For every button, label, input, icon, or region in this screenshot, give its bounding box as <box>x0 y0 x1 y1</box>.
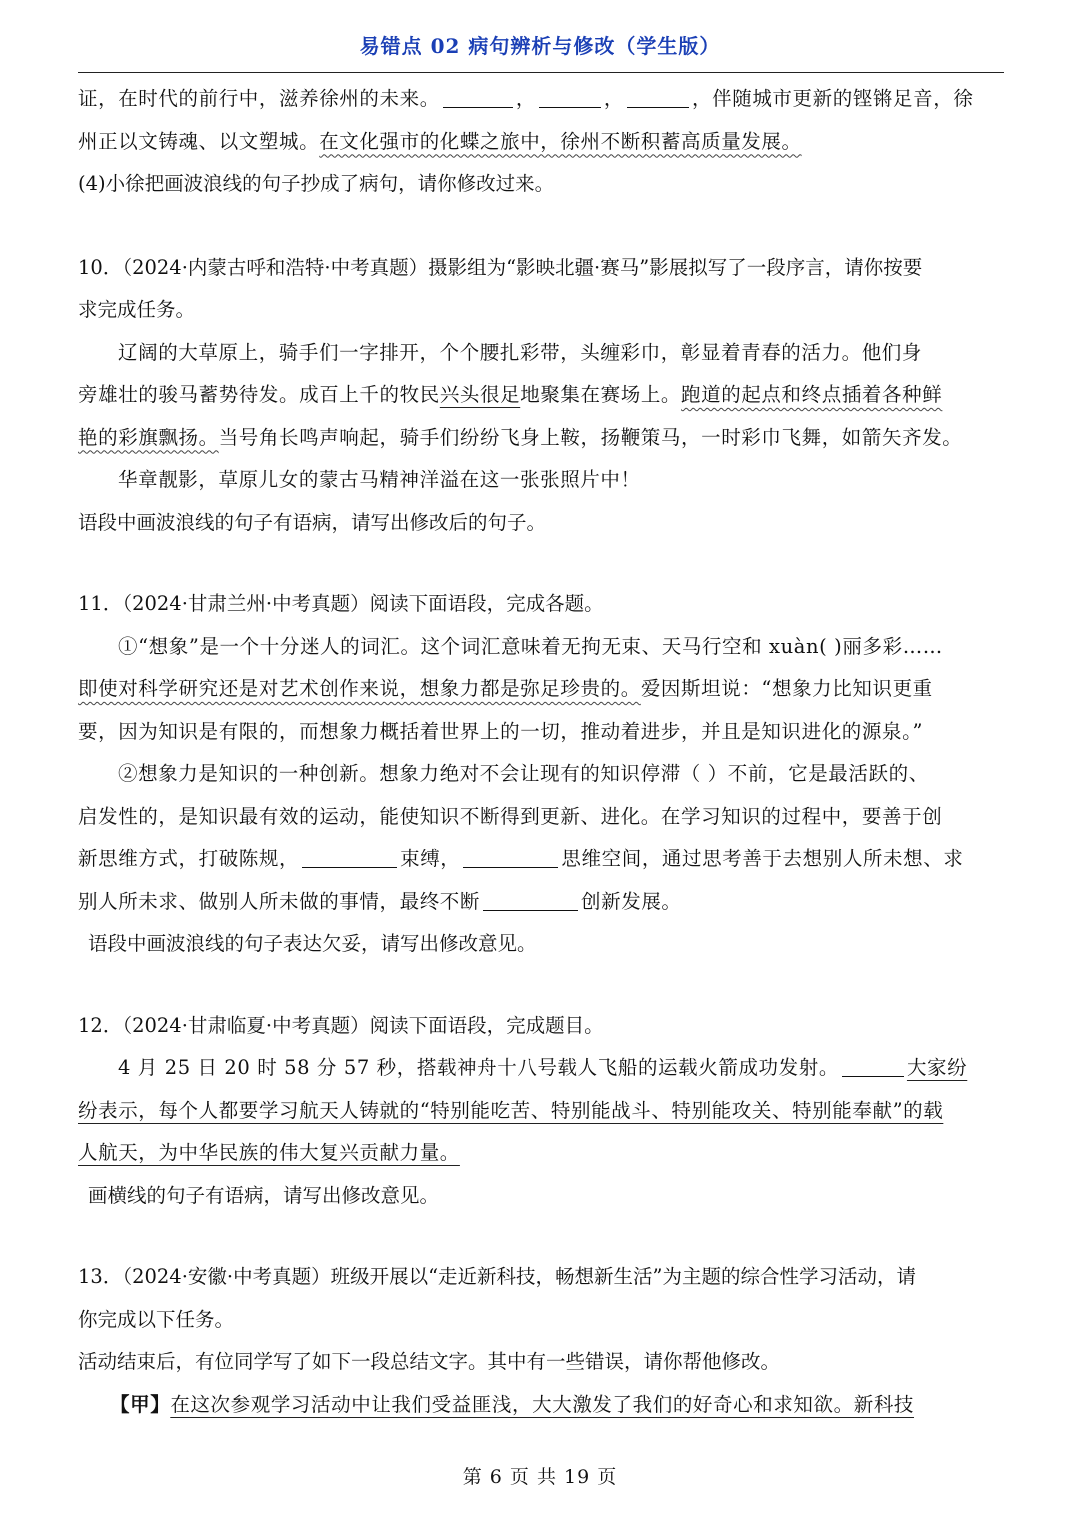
paragraph-marker-jia: 【甲】 <box>110 1392 171 1416</box>
fill-blank[interactable] <box>443 85 513 108</box>
passage-line: 华章靓影，草原儿女的蒙古马精神洋溢在这一张张照片中！ <box>118 468 641 491</box>
question-10-stem-cont: 求完成任务。 <box>78 298 196 321</box>
wavy-underlined-sentence: 艳的彩旗飘扬。 <box>78 425 219 449</box>
fill-blank[interactable] <box>842 1054 904 1077</box>
question-10-stem: 10．（2024·内蒙古呼和浩特·中考真题）摄影组为“影映北疆·赛马”影展拟写了一段序言，请你按要 <box>78 255 923 279</box>
passage-line: 州正以文铸魂、以文塑城。在文化强市的化蝶之旅中，徐州不断积蓄高质量发展。 <box>78 129 802 153</box>
passage-line <box>78 1384 1004 1427</box>
question-13-stem-cont: 你完成以下任务。 <box>78 1307 235 1331</box>
wavy-underlined-sentence: 跑道的起点和终点插着各种鲜 <box>681 383 943 406</box>
fill-blank[interactable] <box>627 85 689 108</box>
question-10-task: 语段中画波浪线的句子有语病，请写出修改后的句子。 <box>78 510 547 534</box>
passage-line: ②想象力是知识的一种创新。想象力绝对不会让现有的知识停滞（ ）不前，它是最活跃的、 <box>118 762 929 785</box>
passage-line: 别人所未求、做别人所未做的事情，最终不断 创新发展。 <box>78 889 682 913</box>
underlined-phrase: 兴头很足 <box>439 383 521 406</box>
fill-blank[interactable] <box>463 845 558 868</box>
passage-line: 启发性的，是知识最有效的运动，能使知识不断得到更新、进化。在学习知识的过程中，要善于创 <box>78 804 943 828</box>
underlined-sentence: 大家纷 <box>906 1056 968 1079</box>
passage-line: ①“想象”是一个十分迷人的词汇。这个词汇意味着无拘无束、天马行空和 xuàn( )丽多彩…… <box>118 634 943 658</box>
passage-line: 证，在时代的前行中，滋养徐州的未来。 ， ， ，伴随城市更新的铿锵足音，徐 <box>78 87 974 110</box>
question-13-instruction: 活动结束后，有位同学写了如下一段总结文字。其中有一些错误，请你帮他修改。 <box>78 1350 781 1373</box>
wavy-underlined-sentence: 在文化强市的化蝶之旅中，徐州不断积蓄高质量发展。 <box>319 129 802 153</box>
passage-line: 4 月 25 日 20 时 58 分 57 秒，搭载神舟十八号载人飞船的运载火箭成功发射。 大家纷 <box>118 1056 968 1079</box>
question-12-stem: 12．（2024·甘肃临夏·中考真题）阅读下面语段，完成题目。 <box>78 1013 604 1037</box>
passage-line <box>78 1090 1004 1133</box>
question-11-task: 语段中画波浪线的句子表达欠妥，请写出修改意见。 <box>88 932 537 955</box>
passage-line <box>78 1132 1004 1175</box>
page-header-title: 易错点 02 病句辨析与修改（学生版） <box>359 34 721 58</box>
document-body <box>78 78 1004 1426</box>
underlined-sentence: 在这次参观学习活动中让我们受益匪浅，大大激发了我们的好奇心和求知欲。新科技 <box>170 1392 915 1416</box>
fill-blank[interactable] <box>483 888 578 911</box>
fill-blank[interactable] <box>302 845 397 868</box>
passage-line: 辽阔的大草原上，骑手们一字排开，个个腰扎彩带，头缠彩巾，彰显着青春的活力。他们身 <box>118 340 923 364</box>
fill-blank[interactable] <box>539 85 601 108</box>
wavy-underlined-sentence: 即使对科学研究还是对艺术创作来说，想象力都是弥足珍贵的。 <box>78 677 641 700</box>
passage-line: 旁雄壮的骏马蓄势待发。成百上千的牧民兴头很足地聚集在赛场上。跑道的起点和终点插着各种鲜 <box>78 383 943 406</box>
passage-line: 要，因为知识是有限的，而想象力概括着世界上的一切，推动着进步，并且是知识进化的源泉。” <box>78 719 924 743</box>
passage-line: 即使对科学研究还是对艺术创作来说，想象力都是弥足珍贵的。爱因斯坦说：“想象力比知识更重 <box>78 677 933 700</box>
passage-line: 新思维方式，打破陈规， 束缚， 思维空间，通过思考善于去想别人所未想、求 <box>78 847 964 870</box>
question-11-stem: 11．（2024·甘肃兰州·中考真题）阅读下面语段，完成各题。 <box>78 592 604 615</box>
header-divider <box>78 72 1004 73</box>
question-12-task: 画横线的句子有语病，请写出修改意见。 <box>88 1183 440 1207</box>
question-13-stem: 13．（2024·安徽·中考真题）班级开展以“走近新科技，畅想新生活”为主题的综合性学习活动，请 <box>78 1265 917 1288</box>
sub-question-4: (4)小徐把画波浪线的句子抄成了病句，请你修改过来。 <box>78 172 555 195</box>
page-footer: 第 6 页 共 19 页 <box>462 1466 618 1488</box>
underlined-sentence: 纷表示，每个人都要学习航天人铸就的“特别能吃苦、特别能战斗、特别能攻关、特别能奉献”的载 <box>78 1098 944 1122</box>
passage-line: 艳的彩旗飘扬。当号角长鸣声响起，骑手们纷纷飞身上鞍，扬鞭策马，一时彩巾飞舞，如箭矢齐发。 <box>78 425 963 449</box>
underlined-sentence: 人航天，为中华民族的伟大复兴贡献力量。 <box>78 1141 460 1164</box>
